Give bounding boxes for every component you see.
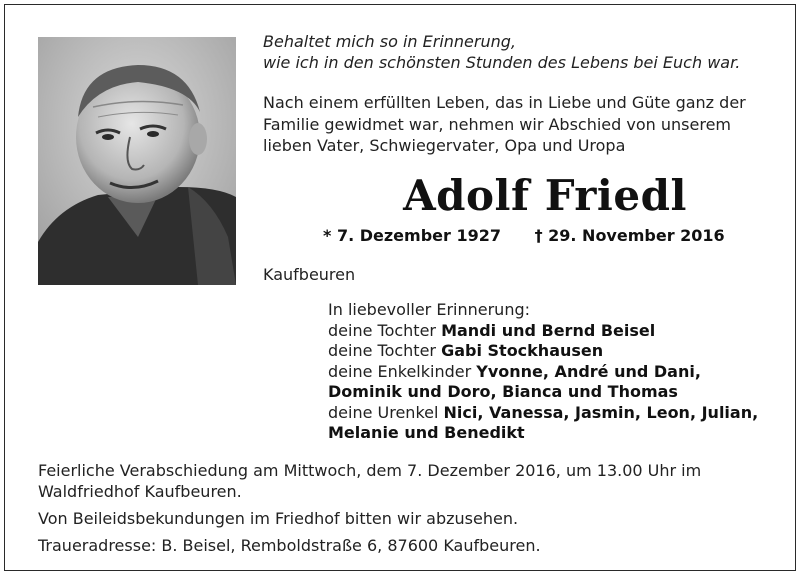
relative-names: Yvonne, André und Dani, [476, 361, 701, 381]
quote-line-1: Behaltet mich so in Erinnerung, [263, 32, 516, 51]
relative-names: Mandi und Bernd Beisel [441, 320, 656, 340]
relative-names: Gabi Stockhausen [441, 341, 604, 360]
portrait-image [38, 37, 236, 285]
ceremony-info [38, 460, 783, 502]
family-grandchildren [328, 362, 783, 383]
relation-label: deine Tochter [328, 320, 442, 340]
memorial-quote [263, 31, 783, 73]
family-list [328, 300, 783, 444]
family-greatgrandchildren-cont [328, 423, 783, 444]
quote-line-2: wie ich in den schönsten Stunden des Lebens bei Euch war. [263, 53, 741, 72]
mourning-address: Traueradresse: B. Beisel, Remboldstraße 6, 87600 Kaufbeuren. [38, 536, 541, 555]
place-name: Kaufbeuren [263, 265, 356, 284]
family-heading: In liebevoller Erinnerung: [328, 300, 530, 319]
relative-names: Nici, Vanessa, Jasmin, Leon, Julian, [443, 402, 759, 422]
relation-label: deine Tochter [328, 341, 442, 360]
deceased-name: Adolf Friedl [403, 171, 687, 220]
family-grandchildren-cont [328, 382, 783, 403]
condolences-note: Von Beileidsbekundungen im Friedhof bitten wir abzusehen. [38, 509, 519, 528]
intro-line-2: Familie gewidmet war, nehmen wir Abschied von unserem [263, 114, 731, 134]
family-greatgrandchildren [328, 403, 783, 424]
intro-line-3: lieben Vater, Schwiegervater, Opa und Uropa [263, 136, 626, 155]
portrait-photo [38, 37, 236, 285]
life-dates [323, 225, 783, 247]
ceremony-line-1: Feierliche Verabschiedung am Mittwoch, dem 7. Dezember 2016, um 13.00 Uhr im [38, 461, 702, 480]
relative-names: Melanie und Benedikt [328, 423, 525, 442]
relative-names: Dominik und Doro, Bianca und Thomas [328, 382, 678, 401]
family-daughter-2 [328, 341, 783, 362]
relation-label: deine Urenkel [328, 402, 444, 422]
death-date: † 29. November 2016 [534, 226, 725, 245]
relation-label: deine Enkelkinder [328, 361, 477, 381]
obituary-notice [4, 4, 796, 571]
intro-line-1: Nach einem erfüllten Leben, das in Liebe und Güte ganz der [263, 93, 746, 112]
footer-info [38, 460, 783, 562]
family-daughter-1 [328, 321, 783, 342]
birth-date: * 7. Dezember 1927 [323, 226, 501, 245]
intro-text [263, 92, 778, 157]
ceremony-line-2: Waldfriedhof Kaufbeuren. [38, 482, 242, 501]
